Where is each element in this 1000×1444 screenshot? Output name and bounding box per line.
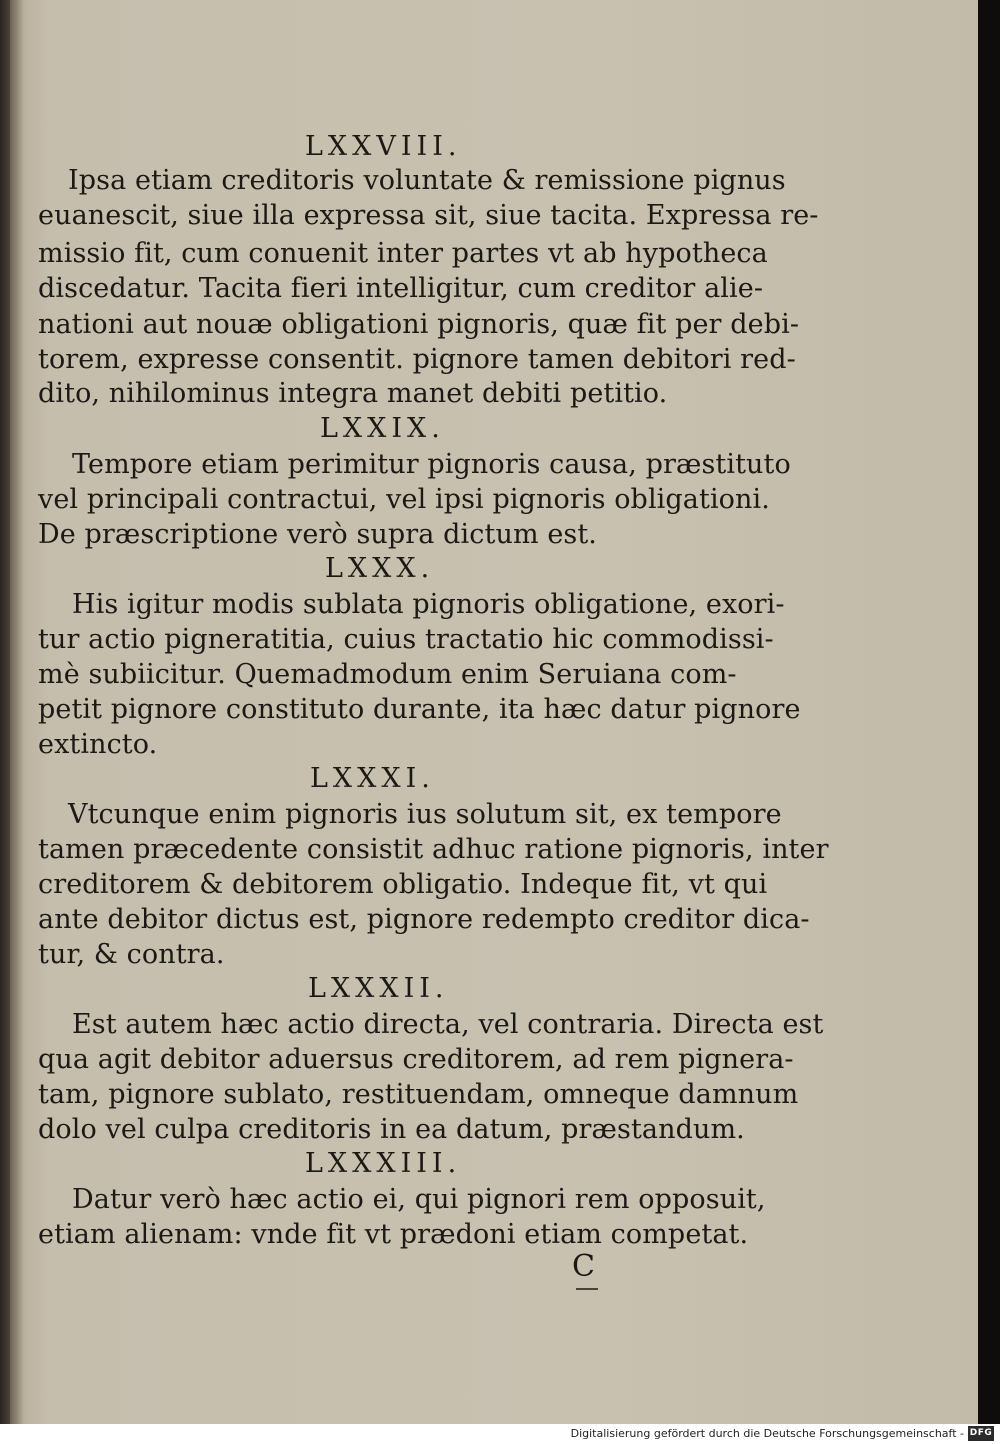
- text-line: Ipsa etiam creditoris voluntate & remissione pignus: [68, 165, 786, 196]
- section-heading: LXXXIII.: [305, 1148, 462, 1179]
- text-line: tamen præcedente consistit adhuc ratione pignoris, inter: [38, 834, 829, 865]
- text-line: qua agit debitor aduersus creditorem, ad rem pignera-: [38, 1044, 794, 1075]
- text-line: ante debitor dictus est, pignore redempto creditor dica-: [38, 904, 810, 935]
- text-line: creditorem & debitorem obligatio. Indeque fit, vt qui: [38, 869, 768, 900]
- text-line: euanescit, siue illa expressa sit, siue tacita. Expressa re-: [38, 200, 819, 231]
- document-page: [10, 0, 978, 1424]
- text-line: etiam alienam: vnde fit vt prædoni etiam competat.: [38, 1219, 749, 1250]
- text-line: nationi aut nouæ obligationi pignoris, quæ fit per debi-: [38, 309, 800, 340]
- text-line: Vtcunque enim pignoris ius solutum sit, ex tempore: [68, 799, 782, 830]
- dfg-logo: DFG: [968, 1426, 994, 1441]
- text-line: tur actio pigneratitia, cuius tractatio hic commodissi-: [38, 624, 774, 655]
- text-line: discedatur. Tacita fieri intelligitur, cum creditor alie-: [38, 273, 764, 304]
- text-line: His igitur modis sublata pignoris obligatione, exori-: [72, 589, 785, 620]
- text-line: Tempore etiam perimitur pignoris causa, præstituto: [72, 449, 791, 480]
- section-heading: LXXIX.: [320, 413, 445, 444]
- text-line: mè subiicitur. Quemadmodum enim Seruiana com-: [38, 659, 737, 690]
- text-line: extincto.: [38, 729, 158, 760]
- text-line: dito, nihilominus integra manet debiti petitio.: [38, 378, 668, 409]
- section-heading: LXXXII.: [308, 973, 449, 1004]
- text-line: torem, expresse consentit. pignore tamen debitori red-: [38, 344, 796, 375]
- signature-mark: C: [572, 1249, 595, 1284]
- text-line: De præscriptione verò supra dictum est.: [38, 519, 597, 550]
- text-line: missio fit, cum conuenit inter partes vt ab hypotheca: [38, 238, 768, 269]
- section-heading: LXXVIII.: [305, 131, 462, 162]
- section-heading: LXXXI.: [310, 763, 435, 794]
- footer-bar: [0, 1424, 1000, 1444]
- text-line: tam, pignore sublato, restituendam, omneque damnum: [38, 1079, 799, 1110]
- signature-underline: [576, 1288, 598, 1290]
- text-line: Est autem hæc actio directa, vel contraria. Directa est: [72, 1009, 824, 1040]
- section-heading: LXXX.: [325, 553, 435, 584]
- text-line: Datur verò hæc actio ei, qui pignori rem opposuit,: [72, 1184, 766, 1215]
- text-line: dolo vel culpa creditoris in ea datum, præstandum.: [38, 1114, 745, 1145]
- text-line: petit pignore constituto durante, ita hæc datur pignore: [38, 694, 801, 725]
- text-line: vel principali contractui, vel ipsi pignoris obligationi.: [38, 484, 770, 515]
- binding-edge: [0, 0, 10, 1424]
- funding-credit: Digitalisierung gefördert durch die Deutsche Forschungsgemeinschaft -: [570, 1427, 964, 1440]
- text-line: tur, & contra.: [38, 939, 225, 970]
